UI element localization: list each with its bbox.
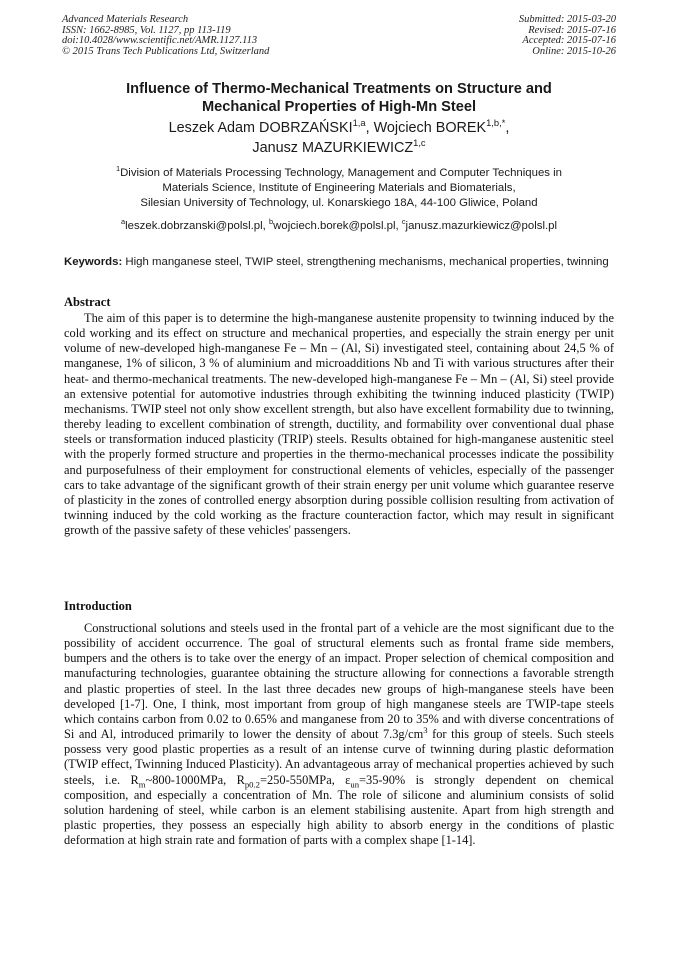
author-2-name: Wojciech BOREK — [373, 120, 487, 136]
copyright-line: © 2015 Trans Tech Publications Ltd, Switzerland — [62, 45, 270, 57]
affiliation — [62, 166, 616, 212]
submission-dates — [519, 15, 616, 57]
rm-subscript: m — [138, 779, 146, 790]
intro-density-sup: 3 — [423, 724, 428, 735]
submitted-date: Submitted: 2015-03-20 — [518, 14, 616, 25]
online-date: Online: 2015-10-26 — [532, 45, 616, 57]
email-a: leszek.dobrzanski@polsl.pl, — [125, 220, 266, 232]
author-emails — [62, 219, 616, 234]
affiliation-line-3: Silesian University of Technology, ul. Konarskiego 18A, 44-100 Gliwice, Poland — [140, 197, 538, 210]
doi-line: doi:10.4028/www.scientific.net/AMR.1127.113 — [62, 35, 258, 47]
revised-date: Revised: 2015-07-16 — [528, 24, 616, 36]
authors-line-2 — [62, 138, 616, 158]
author-1-name: Leszek Adam DOBRZAŃSKI — [168, 120, 353, 136]
journal-info — [62, 15, 269, 57]
affiliation-sup: 1 — [115, 164, 121, 174]
affiliation-line-1 — [62, 166, 616, 181]
keywords-label: Keywords: — [64, 256, 123, 268]
intro-part-2: for this group of steels. Such steels possess very good plastic properties as a result of an intense curve of twinning during plastic deformation (TWIP effect, Twinning Induced Plasticity). An advantageous array of mechanical properties achieved by such steels, i.e. R — [64, 727, 615, 787]
intro-part-1: Constructional solutions and steels used in the frontal part of a vehicle are the most significant due to the possibility of accident occurrence. The goal of structural elements such as frontal frame side members, bumpers and the others is to take over the energy of an impact. Proper selection of chemical composition and manufacturing technologies, guarantee obtaining the structure allowing for connections a favorable strength and plastic properties of steel. In the last three decades new groups of high-manganese steels have been developed [1-7]. One, I think, most important from group of high manganese steels are TWIP-tape steels which contains carbon from 0.02 to 0.65% and manganese from 20 to 35% and with diverse concentrations of Si and Al, introduced primarily to lower the density of about 7.3g/cm — [64, 621, 614, 742]
keywords — [64, 255, 614, 270]
intro-part-5: =35-90% is strongly dependent on chemical composition, and especially a concentration of Mn. The role of silicone and aluminium consists of solid solution hardening of steel, while carbon is an element stabilising austenite. Apart from high strength and plastic properties, they possess an especially high ability to absorb energy in the conditions of plastic deformation at high strain rate and formation of parts with a complex shape [1-14]. — [64, 772, 614, 848]
issn-line: ISSN: 1662-8985, Vol. 1127, pp 113-119 — [62, 24, 231, 36]
keywords-text: High manganese steel, TWIP steel, strengthening mechanisms, mechanical properties, twinning — [125, 256, 609, 268]
email-a-sup: a — [120, 217, 126, 227]
email-c: janusz.mazurkiewicz@polsl.pl — [405, 220, 558, 232]
email-b: wojciech.borek@polsl.pl, — [273, 220, 399, 232]
journal-name: Advanced Materials Research — [62, 14, 189, 25]
email-c-sup: c — [401, 217, 406, 227]
intro-part-3: ~800-1000MPa, R — [145, 772, 245, 787]
intro-part-4: =250-550MPa, ε — [260, 772, 351, 787]
abstract-text: The aim of this paper is to determine the high-manganese austenite propensity to twinning induced by the cold working and its effect on structure and mechanical properties, and especially the strain energy per unit volume of new-developed high-manganese Fe – Mn – (Al, Si) investigated steel, containing about 24,5 % of manganese, 1% of silicon, 3 % of aluminium and microadditions Nb and Ti with various structures after their heat- and thermo-mechanical treatments. The new-developed high-manganese Fe – Mn – (Al, Si) steel provide an extensive potential for automotive industries through exhibiting the twinning induced plasticity (TWIP) mechanisms. TWIP steel not only show excellent strength, but also have excellent formability due to twinning, thereby leading to excellent combination of strength, ductility, and formability over conventional dual phase steels or transformation induced plasticity (TRIP) steels. Results obtained for high-manganese austenitic steel with the properly formed structure and properties in the thermo-mechanical processes indicate the possibility and purposefulness of their employment for constructional elements of vehicles, especially of the passenger cars to take advantage of the significant growth of their strain energy per unit volume which guarantee reserve of plasticity in the zones of controlled energy absorption during possible collision resulting from activation of twinning induced by the cold working as the fracture counteraction factor, which may result in significant growth of the passive safety of these vehicles' passengers. — [64, 311, 614, 538]
affiliation-text-1: Division of Materials Processing Technology, Management and Computer Techniques in — [120, 167, 563, 179]
author-list — [62, 118, 616, 158]
authors-line-1: Leszek Adam DOBRZAŃSKI$^{1,a}$, Wojciech $BOREK^{1,b,*}$, — [168, 118, 510, 136]
email-b-sup: b — [269, 217, 274, 227]
abstract-heading: Abstract — [64, 295, 111, 309]
title-line-2: Mechanical Properties of High-Mn Steel — [201, 99, 477, 115]
affiliation-line-2: Materials Science, Institute of Engineering Materials and Biomaterials, — [162, 182, 516, 195]
accepted-date: Accepted: 2015-07-16 — [522, 35, 616, 47]
author-3-name: Janusz MAZURKIEWICZ — [252, 140, 414, 156]
author-3-sup: 1,c — [413, 138, 426, 149]
title-line-1: Influence of Thermo-Mechanical Treatments on Structure and — [126, 81, 552, 97]
author-2-sup: 1,b,* — [486, 118, 506, 129]
paper-title — [62, 80, 616, 116]
introduction-text — [64, 621, 614, 848]
introduction-heading: Introduction — [64, 599, 132, 613]
eps-subscript: un — [350, 779, 360, 790]
author-1-sup: 1,a — [352, 118, 366, 129]
rp-subscript: p0.2 — [244, 779, 260, 790]
